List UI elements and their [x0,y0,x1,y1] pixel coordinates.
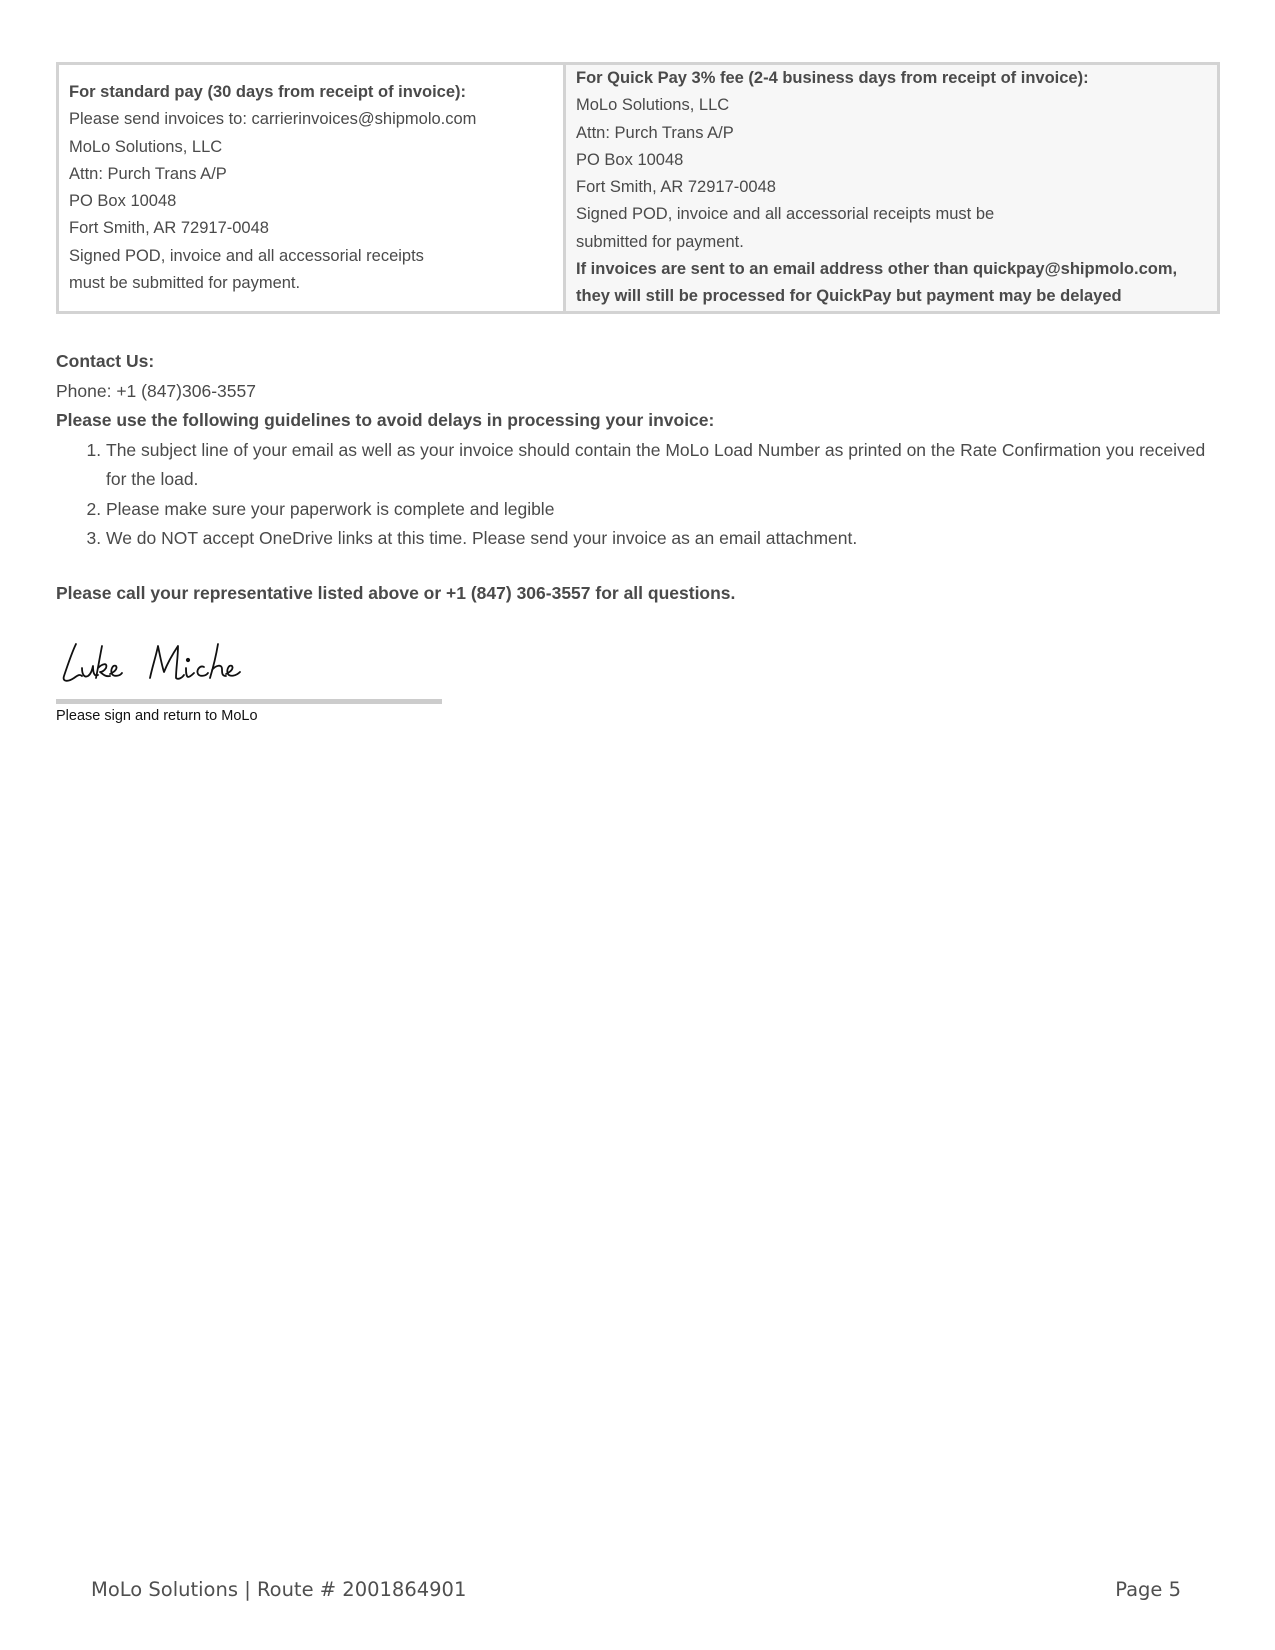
standard-pay-heading: For standard pay (30 days from receipt of invoice): [69,83,467,101]
footer-page-number: Page 5 [1115,1578,1181,1601]
standard-pay-line: Fort Smith, AR 72917-0048 [69,219,269,238]
quick-pay-line: Fort Smith, AR 72917-0048 [576,178,776,197]
quick-pay-line: Attn: Purch Trans A/P [576,123,734,142]
guideline-item: 2. Please make sure your paperwork is complete and legible [106,495,1226,525]
questions-note: Please call your representative listed above or +1 (847) 306-3557 for all questions. [56,583,736,603]
guidelines-heading: Please use the following guidelines to avoid delays in processing your invoice: [56,410,715,430]
quick-pay-line: submitted for payment. [576,232,744,251]
contact-section [56,347,1226,554]
signature-caption: Please sign and return to MoLo [56,708,258,724]
handwritten-signature [58,638,318,688]
standard-pay-line: MoLo Solutions, LLC [69,137,223,156]
guideline-item: 1. The subject line of your email as well as your invoice should contain the MoLo Load Number as printed on the Rate Confirmation you received for the load. [106,436,1226,495]
guideline-item: 3. We do NOT accept OneDrive links at this time. Please send your invoice as an email attachment. [106,524,1226,554]
standard-pay-line: Please send invoices to: carrierinvoices@shipmolo.com [69,110,477,129]
signature-line [56,699,442,704]
standard-pay-line: Signed POD, invoice and all accessorial receipts [69,246,424,265]
contact-heading: Contact Us: [56,351,155,371]
quick-pay-line: Signed POD, invoice and all accessorial receipts must be [576,205,995,224]
quick-pay-notice: If invoices are sent to an email address other than quickpay@shipmolo.com, [576,260,1178,279]
standard-pay-line: PO Box 10048 [69,192,177,211]
quick-pay-heading: For Quick Pay 3% fee (2-4 business days from receipt of invoice): [576,69,1089,87]
standard-pay-cell [58,64,565,313]
standard-pay-line: Attn: Purch Trans A/P [69,164,227,183]
quick-pay-line: PO Box 10048 [576,150,684,169]
quick-pay-notice: they will still be processed for QuickPay but payment may be delayed [576,287,1122,306]
contact-phone: Phone: +1 (847)306-3557 [56,380,256,401]
footer-route: MoLo Solutions | Route # 2001864901 [91,1578,467,1601]
quick-pay-line: MoLo Solutions, LLC [576,96,730,115]
payment-instructions-table [56,62,1220,314]
guidelines-list [56,436,1226,554]
quick-pay-cell [565,64,1219,313]
standard-pay-line: must be submitted for payment. [69,274,301,293]
